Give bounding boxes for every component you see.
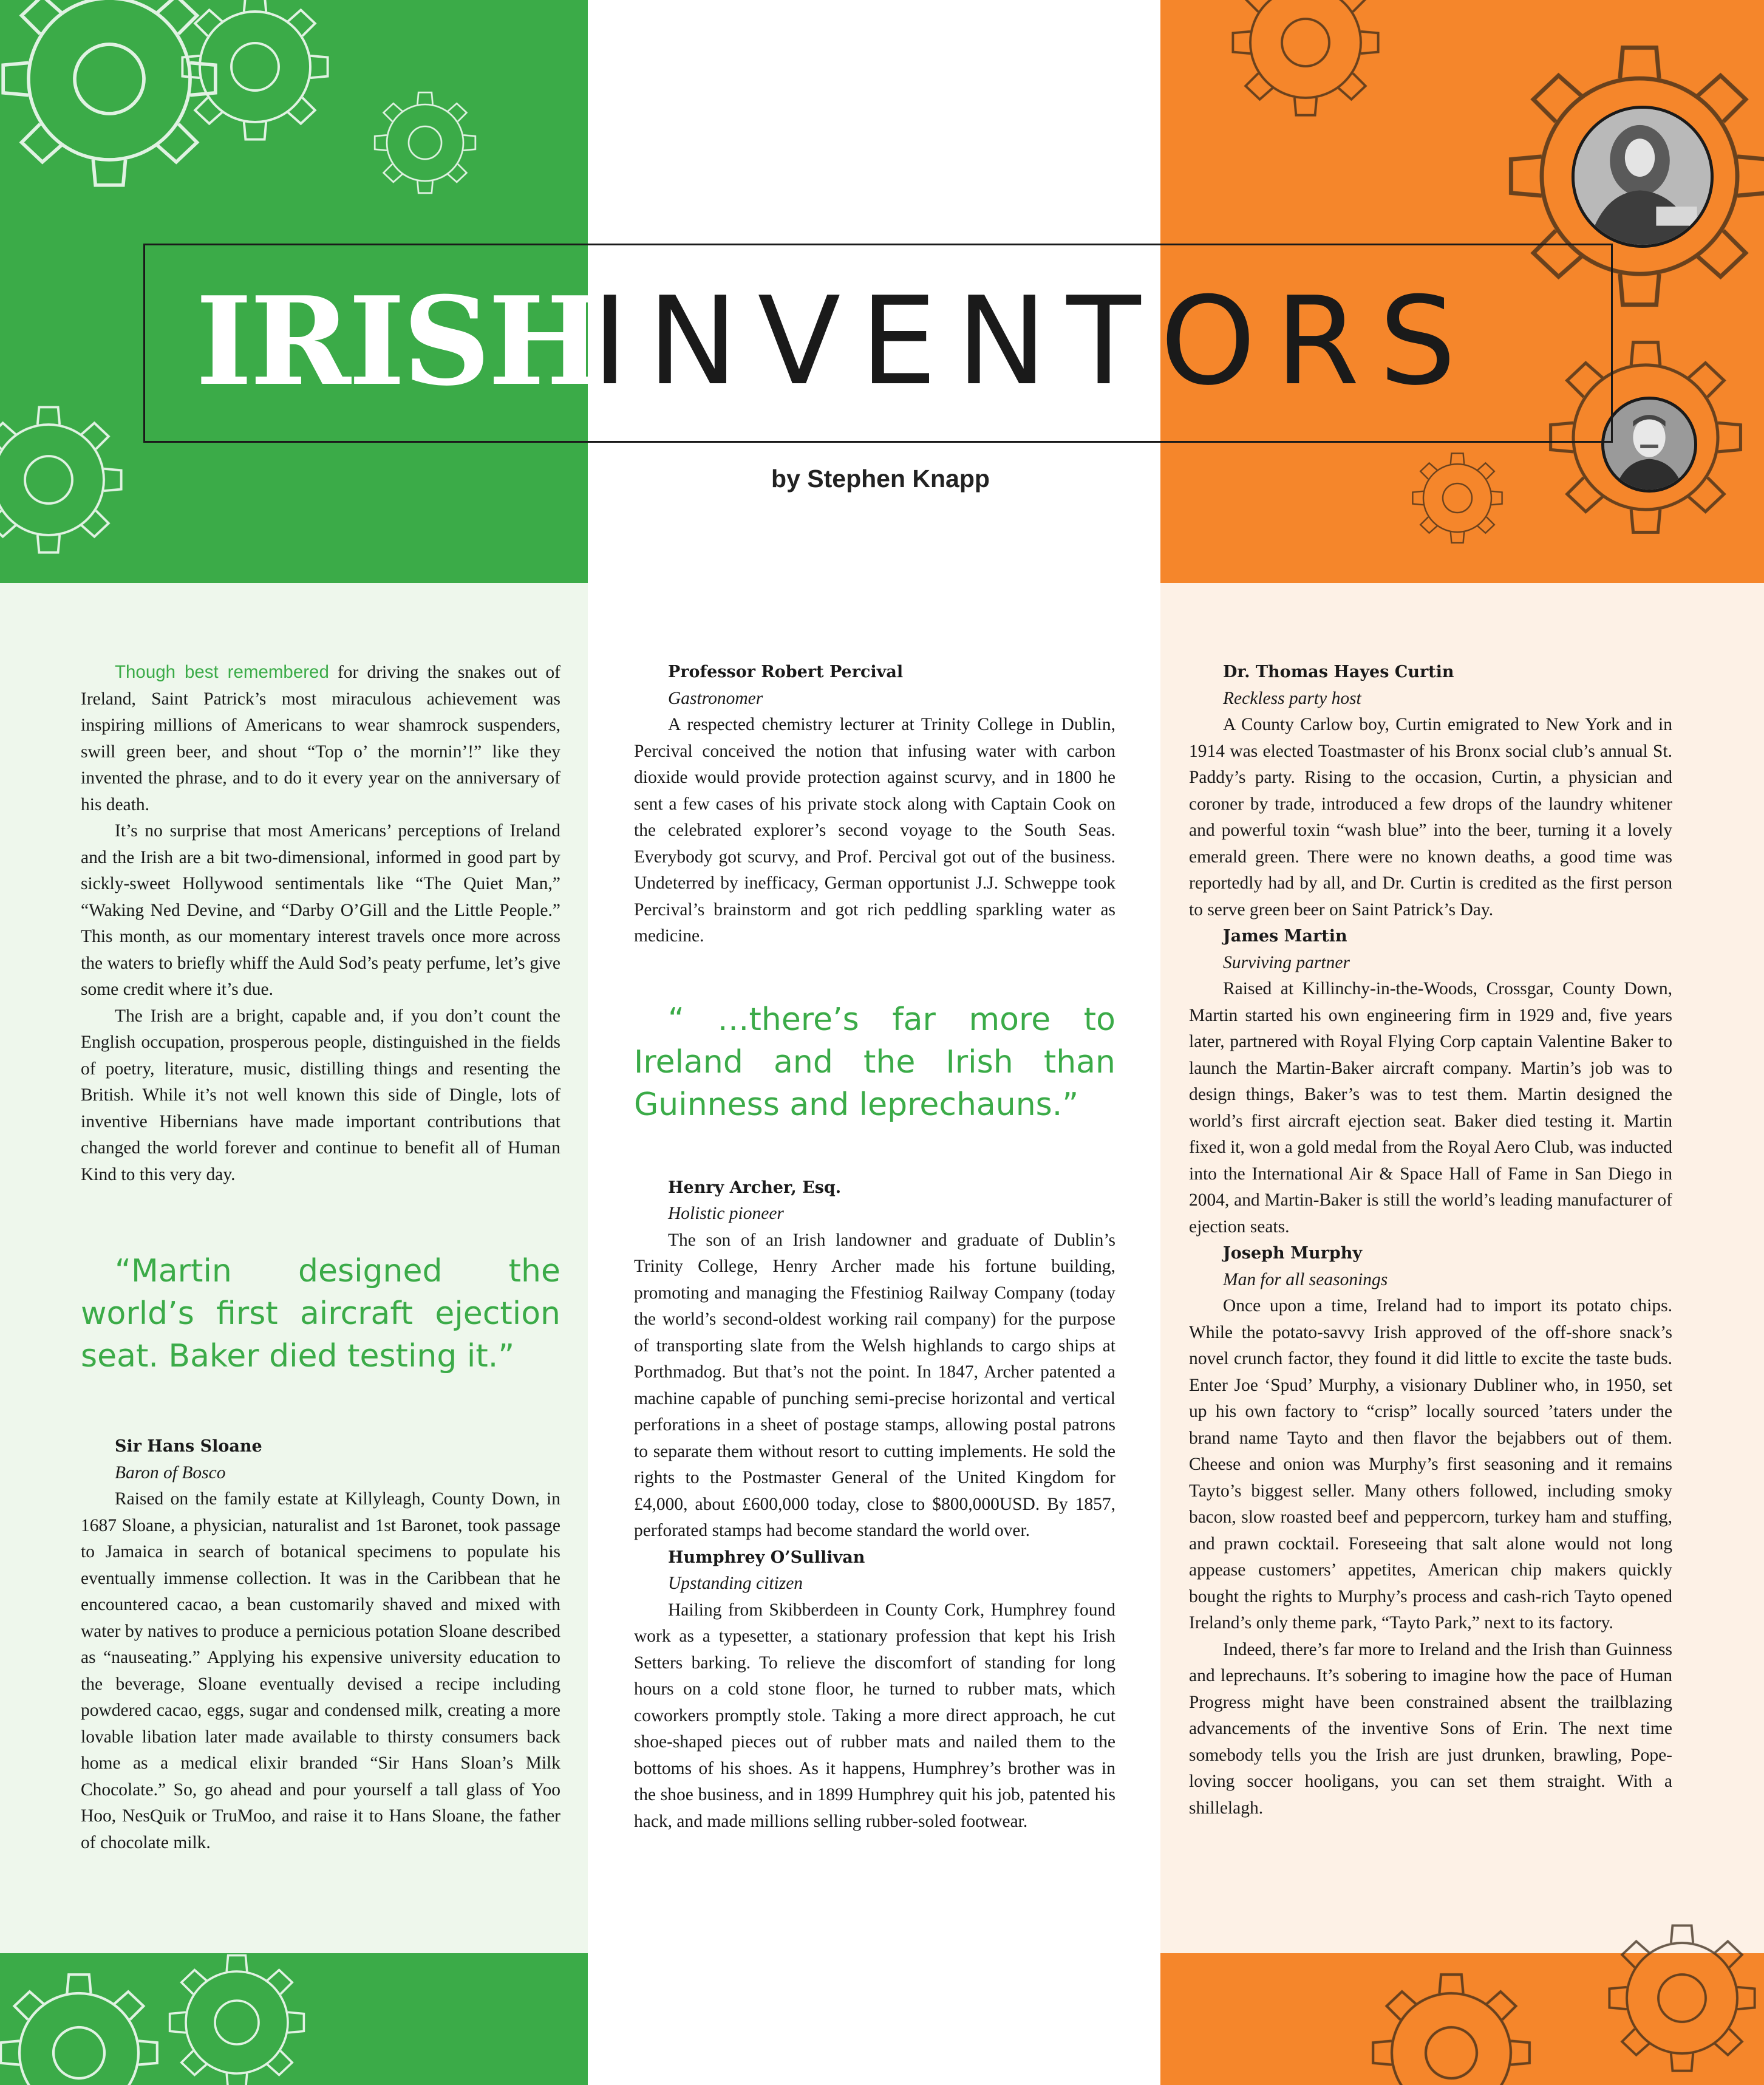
column-center [634,659,1115,1835]
portrait-image [1575,109,1711,245]
inventor-text: Raised at Killinchy-in-the-Woods, Crossgar, County Down, Martin started his own engineering firm in 1929 and, five years later, partnered with Royal Flying Corp captain Valentine Baker to launch the Martin-Baker aircraft company. Martin’s job was to design things, Baker’s was to test them. Martin designed the world’s first aircraft ejection seat. Baker died testing it. Martin fixed it, won a gold medal from the Royal Aero Club, was inducted into the International Air & Space Hall of Fame in San Diego in 2004, and Martin-Baker is still the world’s leading manufacturer of ejection seats. [1189,979,1672,1237]
intro-paragraph: The Irish are a bright, capable and, if you don’t count the English occupation, prosperous people, distinguished in the fields of poetry, literature, music, distilling things and resenting the British. While it’s not well known this side of Dingle, lots of inventive Hibernians have made important contributions that changed the world forever and continue to benefit all of Human Kind to this very day. [81,1006,560,1184]
footer-green-band [0,1953,588,2085]
inventor-role: Gastronomer [668,688,763,708]
intro-text: for driving the snakes out of Ireland, Saint Patrick’s most miraculous achievement was inspiring millions of Americans to wear shamrock suspenders, swill green beer, and shout “Top o’ the mornin’!” like they invented the phrase, and to do it every year on the anniversary of his death. [81,663,560,814]
inventor-name: James Martin [1223,927,1347,946]
inventor-text: The son of an Irish landowner and graduate of Dublin’s Trinity College, Henry Archer made his fortune building, promoting and managing the Ffestiniog Railway Company (today the world’s second-oldest working rail company) for the purpose of transporting slate from the Welsh highlands to cargo ships at Porthmadog. But that’s not the point. In 1847, Archer patented a machine capable of punching semi-precise horizontal and vertical perforations in a sheet of postage stamps, allowing postal patrons to separate them without resort to cutting implements. He sold the rights to the Postmaster General of the United Kingdom for £4,000, about £600,000 today, close to $800,000USD. By 1857, perforated stamps had become standard the world over. [634,1230,1115,1540]
portrait-bottom [1601,397,1697,493]
inventor-role: Upstanding citizen [668,1574,803,1593]
inventor-name: Henry Archer, Esq. [668,1178,842,1197]
inventor-name: Joseph Murphy [1223,1244,1363,1263]
title-word-inventors: INVENTORS [592,271,1476,412]
portrait-top [1572,106,1714,248]
portrait-image [1604,400,1694,490]
inventor-name: Dr. Thomas Hayes Curtin [1223,663,1454,681]
byline: by Stephen Knapp [771,465,990,493]
column-right [1189,659,1672,1821]
footer-white-band [588,1953,1160,2085]
title-word-irish: IRISH [196,270,601,413]
inventor-text: Raised on the family estate at Killyleagh, County Down, in 1687 Sloane, a physician, naturalist and 1st Baronet, took passage to Jamaica in search of botanical specimens to populate his eventually immense collection. It was in the Caribbean that he encountered cacao, a bean customarily shaved and mixed with water by natives to produce a pernicious potation Sloane described as “nauseating.” Applying his expensive university education to the beverage, Sloane eventually devised a recipe including powdered cacao, eggs, sugar and condensed milk, creating a more lovable libation later made available to thirsty consumers back home as a medical elixir branded “Sir Hans Sloan’s Milk Chocolate.” So, go ahead and pour yourself a tall glass of Yoo Hoo, NesQuik or TruMoo, and raise it to Hans Sloane, the father of chocolate milk. [81,1489,560,1852]
inventor-role: Reckless party host [1223,688,1361,708]
inventor-name: Humphrey O’Sullivan [668,1548,865,1567]
inventor-text: A County Carlow boy, Curtin emigrated to New York and in 1914 was elected Toastmaster of his Bronx social club’s annual St. Paddy’s party. Rising to the occasion, Curtin, a physician and coroner by trade, introduced a few drops of the laundry whitener and powerful toxin “wash blue” into the beer, turning it a lovely emerald green. There were no known deaths, a good time was reportedly had by all, and Dr. Curtin is credited as the first person to serve green beer on Saint Patrick’s Day. [1189,715,1672,920]
inventor-role: Man for all seasonings [1223,1269,1388,1289]
footer-orange-band [1160,1953,1764,2085]
conclusion-paragraph: Indeed, there’s far more to Ireland and the Irish than Guinness and leprechauns. It’s sobering to imagine how the pace of Human Progress might have been constrained absent the trailblazing advancements of the inventive Sons of Erin. The next time somebody tells you the Irish are just drunken, brawling, Pope-loving soccer hooligans, you can set them straight. With a shillelagh. [1189,1639,1672,1818]
lead-in: Though best remembered [115,662,329,682]
inventor-name: Professor Robert Percival [668,663,904,681]
inventor-role: Holistic pioneer [668,1204,784,1223]
pull-quote: “Martin designed the world’s first aircraft ejection seat. Baker died testing it.” [81,1253,560,1374]
inventor-role: Baron of Bosco [115,1462,226,1483]
pull-quote: “ …there’s far more to Ireland and the Irish than Guinness and leprechauns.” [634,1001,1115,1123]
inventor-role: Surviving partner [1223,952,1350,972]
inventor-text: Hailing from Skibberdeen in County Cork, Humphrey found work as a typesetter, a stationary profession that kept his Irish Setters barking. To relieve the discomfort of standing for long hours on a cold stone floor, he turned to rubber mats, which coworkers promptly stole. Taking a more direct approach, he cut shoe-shaped pieces out of rubber mats and nailed them to the bottoms of his shoes. As it happens, Humphrey’s brother was in the shoe business, and in 1899 Humphrey quit his job, patented his hack, and made millions selling rubber-soled footwear. [634,1600,1115,1831]
column-left [81,659,560,1856]
intro-paragraph: It’s no surprise that most Americans’ perceptions of Ireland and the Irish are a bit two-dimensional, informed in good part by sickly-sweet Hollywood sentimentals like “The Quiet Man,” “Waking Ned Devine, and “Darby O’Gill and the Little People.” This month, as our momentary interest travels once more across the waters to briefly whiff the Auld Sod’s peaty perfume, let’s give some credit where it’s due. [81,821,560,999]
intro-paragraph [81,659,560,818]
inventor-name: Sir Hans Sloane [115,1437,262,1456]
inventor-text: Once upon a time, Ireland had to import its potato chips. While the potato-savvy Irish approved of the off-shore snack’s novel crunch factor, they found it did little to excite the taste buds. Enter Joe ‘Spud’ Murphy, a visionary Dubliner who, in 1950, set up his own factory to “crisp” locally sourced ’taters under the brand name Tayto and then flavor the bejabbers out of them. Cheese and onion was Murphy’s first seasoning and it remains Tayto’s biggest seller. Many others followed, including smoky bacon, slow roasted beef and peppercorn, turkey ham and stuffing, and prawn cocktail. Foreseeing that salt alone would not long appease customers’ appetites, American chip makers quickly bought the rights to Murphy’s process and cash-rich Tayto opened Ireland’s only theme park, “Tayto Park,” next to its factory. [1189,1296,1672,1633]
inventor-text: A respected chemistry lecturer at Trinity College in Dublin, Percival conceived the notion that infusing water with carbon dioxide would provide protection against scurvy, and in 1800 he sent a few cases of his private stock along with Captain Cook on the celebrated explorer’s second voyage to the South Seas. Everybody got scurvy, and Prof. Percival got out of the business. Undeterred by inefficacy, German opportunist J.J. Schweppe took Percival’s brainstorm and got rich peddling sparkling water as medicine. [634,715,1115,946]
